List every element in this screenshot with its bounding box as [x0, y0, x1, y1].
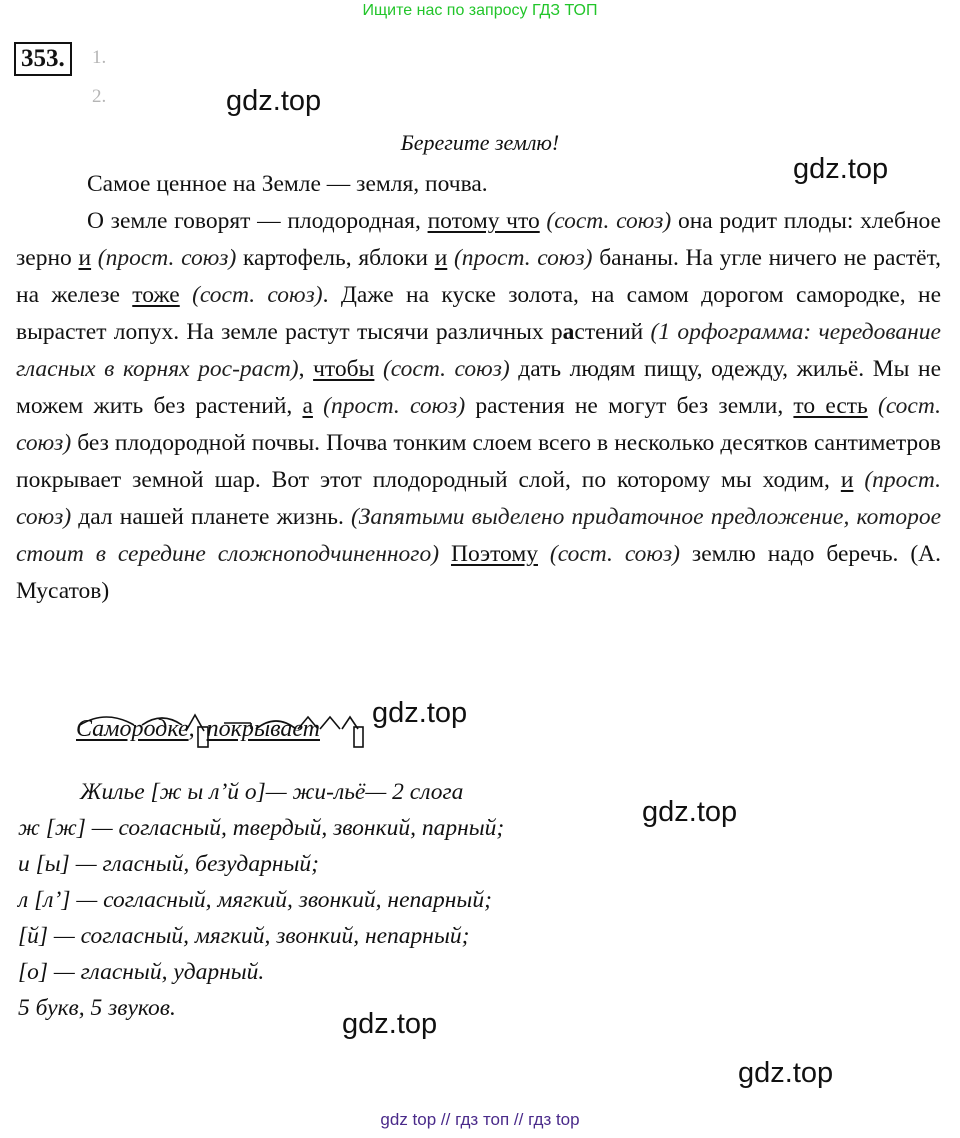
phonetic-line: и [ы] — гласный, безударный; [18, 851, 319, 877]
phonetic-line: л [л’] — согласный, мягкий, звонкий, непарный; [18, 887, 492, 913]
phonetic-line: [й] — согласный, мягкий, звонкий, непарный; [18, 923, 470, 949]
watermark: gdz.top [793, 153, 889, 185]
step-2-label: 2. [92, 86, 107, 107]
watermark: gdz.top [738, 1057, 834, 1089]
phonetic-line: [о] — гласный, ударный. [18, 959, 265, 985]
top-banner[interactable]: Ищите нас по запросу ГДЗ ТОП [362, 2, 598, 19]
step-1-label: 1. [92, 47, 107, 68]
paragraph-2: О земле говорят — плодородная, потому что (сост. союз) она родит плоды: хлебное зерно и (прост. союз) картофель, яблоки и (прост. союз) бананы. На угле ничего не растёт, на железе тоже (сост. союз). Даже на куске золота, на самом дорогом самородке, не вырастет лопух. На земле растут тысячи различных растений (1 орфограмма: чередование гласных в корнях рос-раст), чтобы (сост. союз) дать людям пищу, одежду, жильё. Мы не можем жить без растений, а (прост. союз) растения не могут без земли, то есть (сост. союз) без плодородной почвы. Почва тонким слоем всего в несколько десятков сантиметров покрывает земной шар. Вот этот плодородный слой, по которому мы ходим, и (прост. союз) дал нашей планете жизнь. (Запятыми выделено придаточное предложение, которое стоит в середине сложноподчиненного) Поэтому (сост. союз) землю надо беречь. (А. Мусатов) [16, 208, 942, 604]
paragraph-1: Самое ценное на Земле — земля, почва. [87, 171, 488, 197]
parsed-word-2: покрывает [206, 716, 320, 742]
ending-box [354, 727, 363, 747]
watermark: gdz.top [342, 1008, 438, 1040]
parse-words [76, 715, 320, 743]
phonetic-line: 5 букв, 5 звуков. [18, 995, 176, 1021]
footer-links[interactable]: gdz top // гдз топ // гдз top [380, 1110, 580, 1129]
phonetic-analysis [18, 774, 504, 1026]
watermark: gdz.top [642, 796, 738, 828]
parse-separator: , [188, 716, 195, 742]
phonetic-line: Жилье [ж ы л’й о]— жи-льё— 2 слога [80, 779, 464, 805]
watermark: gdz.top [226, 85, 322, 117]
phonetic-line: ж [ж] — согласный, твердый, звонкий, парный; [18, 815, 505, 841]
watermark: gdz.top [372, 697, 468, 729]
exercise-number: 353. [14, 42, 72, 76]
suffix-mark [320, 717, 340, 729]
main-text [16, 166, 941, 610]
parsed-word-1: Самородке [76, 716, 189, 742]
text-title: Берегите землю! [400, 130, 560, 155]
